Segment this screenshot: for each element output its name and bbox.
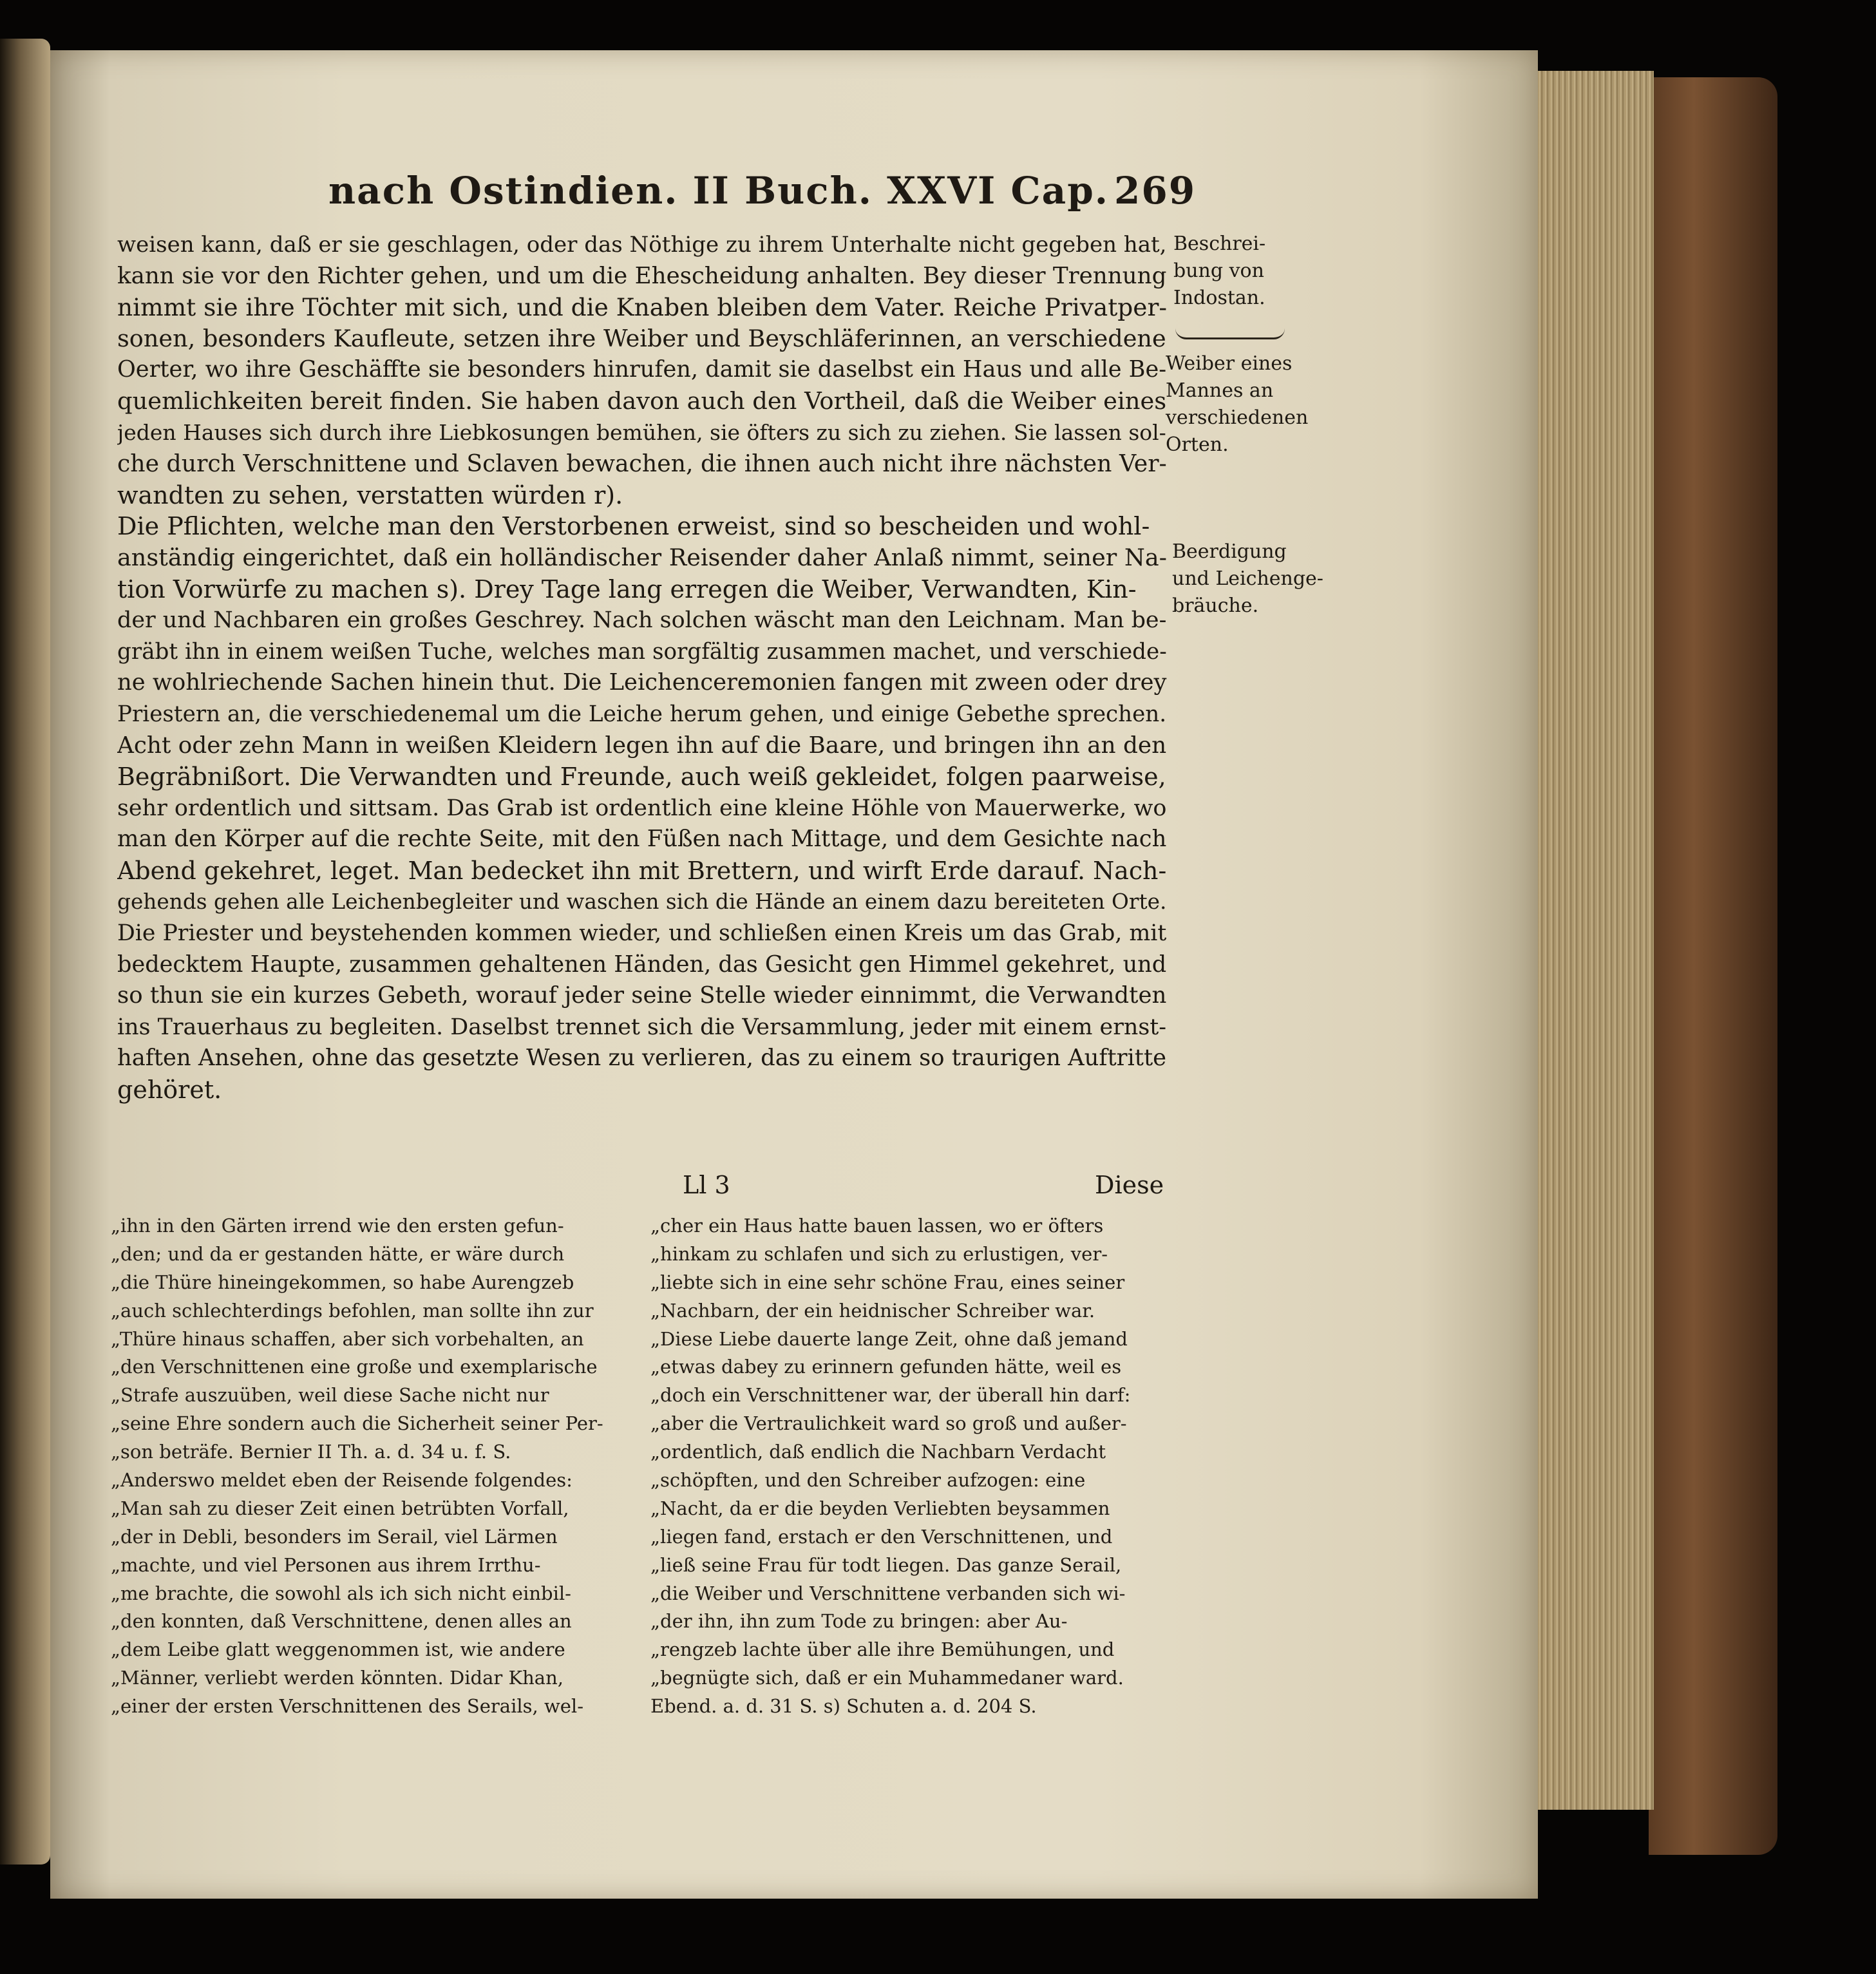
footnote-line: „auch schlechterdings befohlen, man sollte ihn zur	[111, 1299, 594, 1322]
book-cover-edge	[1649, 77, 1777, 1855]
margin-note-line: Orten.	[1166, 433, 1229, 456]
text-line: der und Nachbaren ein großes Geschrey. Nach solchen wäscht man den Leichnam. Man be-	[117, 607, 1167, 634]
footnote-line: „me brachte, die sowohl als ich sich nicht einbil-	[111, 1582, 571, 1604]
text-line: bedecktem Haupte, zusammen gehaltenen Händen, das Gesicht gen Himmel gekehret, und	[117, 951, 1167, 978]
footnote-line: „der ihn, ihn zum Tode zu bringen: aber Au-	[650, 1610, 1068, 1633]
footnote-line: „den konnten, daß Verschnittene, denen alles an	[111, 1610, 572, 1633]
footnote-line: „begnügte sich, daß er ein Muhammedaner ward.	[650, 1667, 1124, 1689]
margin-note-line: bung von	[1173, 260, 1264, 282]
footnote-line: „etwas dabey zu erinnern gefunden hätte, weil es	[650, 1356, 1122, 1378]
text-line: wandten zu sehen, verstatten würden r).	[117, 480, 623, 509]
footnote-line: „Diese Liebe dauerte lange Zeit, ohne daß jemand	[650, 1327, 1128, 1350]
text-line: ne wohlriechende Sachen hinein thut. Die Leichenceremonien fangen mit zween oder drey	[117, 669, 1167, 696]
footnote-line: „aber die Vertraulichkeit ward so groß und außer-	[650, 1412, 1127, 1435]
footnote-line: „Nachbarn, der ein heidnischer Schreiber war.	[650, 1299, 1095, 1322]
footnote-column-right	[650, 1212, 1159, 1721]
footnote-line: „hinkam zu schlafen und sich zu erlustigen, ver-	[650, 1242, 1108, 1265]
text-line: tion Vorwürfe zu machen s). Drey Tage lang erregen die Weiber, Verwandten, Kin-	[117, 574, 1137, 603]
footnote-line: „die Thüre hineingekommen, so habe Aurengzeb	[111, 1271, 574, 1293]
text-line: Priestern an, die verschiedenemal um die Leiche herum gehen, und einige Gebethe sprechen.	[117, 701, 1167, 727]
text-line: sonen, besonders Kaufleute, setzen ihre Weiber und Beyschläferinnen, an verschiedene	[117, 324, 1166, 352]
footnote-line: „seine Ehre sondern auch die Sicherheit seiner Per-	[111, 1412, 603, 1435]
footnote-line: „Männer, verliebt werden könnten. Didar Khan,	[111, 1667, 564, 1689]
running-title: nach Ostindien. II Buch. XXVI Cap.	[328, 169, 1109, 213]
text-line: Die Priester und beystehenden kommen wieder, und schließen einen Kreis um das Grab, mit	[117, 920, 1167, 947]
text-line: kann sie vor den Richter gehen, und um die Ehescheidung anhalten. Bey dieser Trennung	[117, 262, 1167, 289]
text-line: gehöret.	[117, 1076, 222, 1105]
footnote-line: „liebte sich in eine sehr schöne Frau, eines seiner	[650, 1271, 1125, 1293]
margin-note-2	[1166, 350, 1308, 459]
footnote-line: „ließ seine Frau für todt liegen. Das ganze Serail,	[650, 1553, 1122, 1576]
footnote-line: „Man sah zu dieser Zeit einen betrübten Vorfall,	[111, 1497, 569, 1519]
text-line: so thun sie ein kurzes Gebeth, worauf jeder seine Stelle wieder einnimmt, die Verwandten	[117, 982, 1167, 1009]
margin-note-line: Beschrei-	[1173, 233, 1266, 255]
margin-note-line: Beerdigung	[1172, 540, 1287, 563]
text-line: haften Ansehen, ohne das gesetzte Wesen zu verlieren, das zu einem so traurigen Auftritte	[117, 1045, 1167, 1072]
main-text	[117, 229, 1167, 1106]
margin-note-line: verschiedenen	[1166, 406, 1309, 429]
text-line: ins Trauerhaus zu begleiten. Daselbst trennet sich die Versammlung, jeder mit einem ernst-	[117, 1014, 1167, 1040]
text-line: jeden Hauses sich durch ihre Liebkosungen bemühen, sie öfters zu sich zu ziehen. Sie lassen sol-	[117, 419, 1166, 445]
text-line: Acht oder zehn Mann in weißen Kleidern legen ihn auf die Baare, und bringen ihn an den	[117, 732, 1167, 759]
page-block-edge	[1538, 71, 1654, 1810]
footnote-line: „ordentlich, daß endlich die Nachbarn Verdacht	[650, 1441, 1106, 1463]
text-line: gräbt ihn in einem weißen Tuche, welches man sorgfältig zusammen machet, und verschiede-	[117, 638, 1167, 665]
catchword: Diese	[1095, 1171, 1164, 1199]
footnote-line: „dem Leibe glatt weggenommen ist, wie andere	[111, 1638, 565, 1661]
footnote-line: „die Weiber und Verschnittene verbanden sich wi-	[650, 1582, 1126, 1604]
margin-note-line: Mannes an	[1166, 379, 1274, 402]
text-line: Begräbnißort. Die Verwandten und Freunde, auch weiß gekleidet, folgen paarweise,	[117, 763, 1166, 792]
text-line: Die Pflichten, welche man den Verstorbenen erweist, sind so bescheiden und wohl-	[117, 512, 1150, 541]
footnote-line: Ebend. a. d. 31 S. s) Schuten a. d. 204 S.	[650, 1695, 1037, 1718]
footnote-line: „cher ein Haus hatte bauen lassen, wo er öfters	[650, 1215, 1104, 1237]
margin-note-3	[1172, 538, 1323, 620]
footnote-line: „Strafe auszuüben, weil diese Sache nicht nur	[111, 1384, 549, 1407]
margin-brace	[1175, 328, 1285, 339]
footnote-column-left	[111, 1212, 620, 1721]
facing-page-edge	[0, 39, 50, 1865]
footnote-line: „machte, und viel Personen aus ihrem Irrthu-	[111, 1553, 541, 1576]
text-line: sehr ordentlich und sittsam. Das Grab ist ordentlich eine kleine Höhle von Mauerwerke, wo	[117, 795, 1167, 821]
text-line: Oerter, wo ihre Geschäffte sie besonders hinrufen, damit sie daselbst ein Haus und alle Be-	[117, 356, 1167, 383]
footnote-line: „den Verschnittenen eine große und exemplarische	[111, 1356, 598, 1378]
text-line: man den Körper auf die rechte Seite, mit den Füßen nach Mittage, und dem Gesichte nach	[117, 826, 1167, 853]
text-line: gehends gehen alle Leichenbegleiter und waschen sich die Hände an einem dazu bereiteten Orte.	[117, 889, 1167, 915]
footnote-line: „Thüre hinaus schaffen, aber sich vorbehalten, an	[111, 1327, 584, 1350]
footnote-line: „einer der ersten Verschnittenen des Serails, wel-	[111, 1695, 584, 1718]
text-line: nimmt sie ihre Töchter mit sich, und die Knaben bleiben dem Vater. Reiche Privatper-	[117, 293, 1167, 322]
footnote-line: „den; und da er gestanden hätte, er wäre durch	[111, 1242, 565, 1265]
margin-note-line: bräuche.	[1172, 594, 1259, 617]
footnote-line: „liegen fand, erstach er den Verschnittenen, und	[650, 1525, 1113, 1548]
footnote-line: „son beträfe. Bernier II Th. a. d. 34 u. f. S.	[111, 1441, 511, 1463]
footnote-line: „der in Debli, besonders im Serail, viel Lärmen	[111, 1525, 558, 1548]
text-line: che durch Verschnittene und Sclaven bewachen, die ihnen auch nicht ihre nächsten Ver-	[117, 450, 1167, 478]
text-line: Abend gekehret, leget. Man bedecket ihn mit Brettern, und wirft Erde darauf. Nach-	[117, 856, 1167, 885]
margin-note-line: Indostan.	[1173, 287, 1265, 309]
signature-mark: Ll 3	[683, 1171, 730, 1199]
text-line: quemlichkeiten bereit finden. Sie haben davon auch den Vortheil, daß die Weiber eines	[117, 386, 1167, 415]
footnote-line: „doch ein Verschnittener war, der überall hin darf:	[650, 1384, 1131, 1407]
footnote-line: „rengzeb lachte über alle ihre Bemühungen, und	[650, 1638, 1115, 1661]
page-number: 269	[1114, 169, 1197, 213]
footnote-line: „Anderswo meldet eben der Reisende folgendes:	[111, 1469, 573, 1492]
footnote-line: „ihn in den Gärten irrend wie den ersten gefun-	[111, 1215, 564, 1237]
margin-note-line: und Leichenge-	[1172, 567, 1323, 590]
footnote-line: „Nacht, da er die beyden Verliebten beysammen	[650, 1497, 1110, 1519]
text-line: weisen kann, daß er sie geschlagen, oder das Nöthige zu ihrem Unterhalte nicht gegeben hat,	[117, 232, 1167, 258]
text-line: anständig eingerichtet, daß ein holländischer Reisender daher Anlaß nimmt, seiner Na-	[117, 543, 1167, 571]
margin-note-line: Weiber eines	[1166, 352, 1293, 375]
footnote-line: „schöpften, und den Schreiber aufzogen: eine	[650, 1469, 1086, 1492]
margin-note-1	[1173, 231, 1265, 312]
